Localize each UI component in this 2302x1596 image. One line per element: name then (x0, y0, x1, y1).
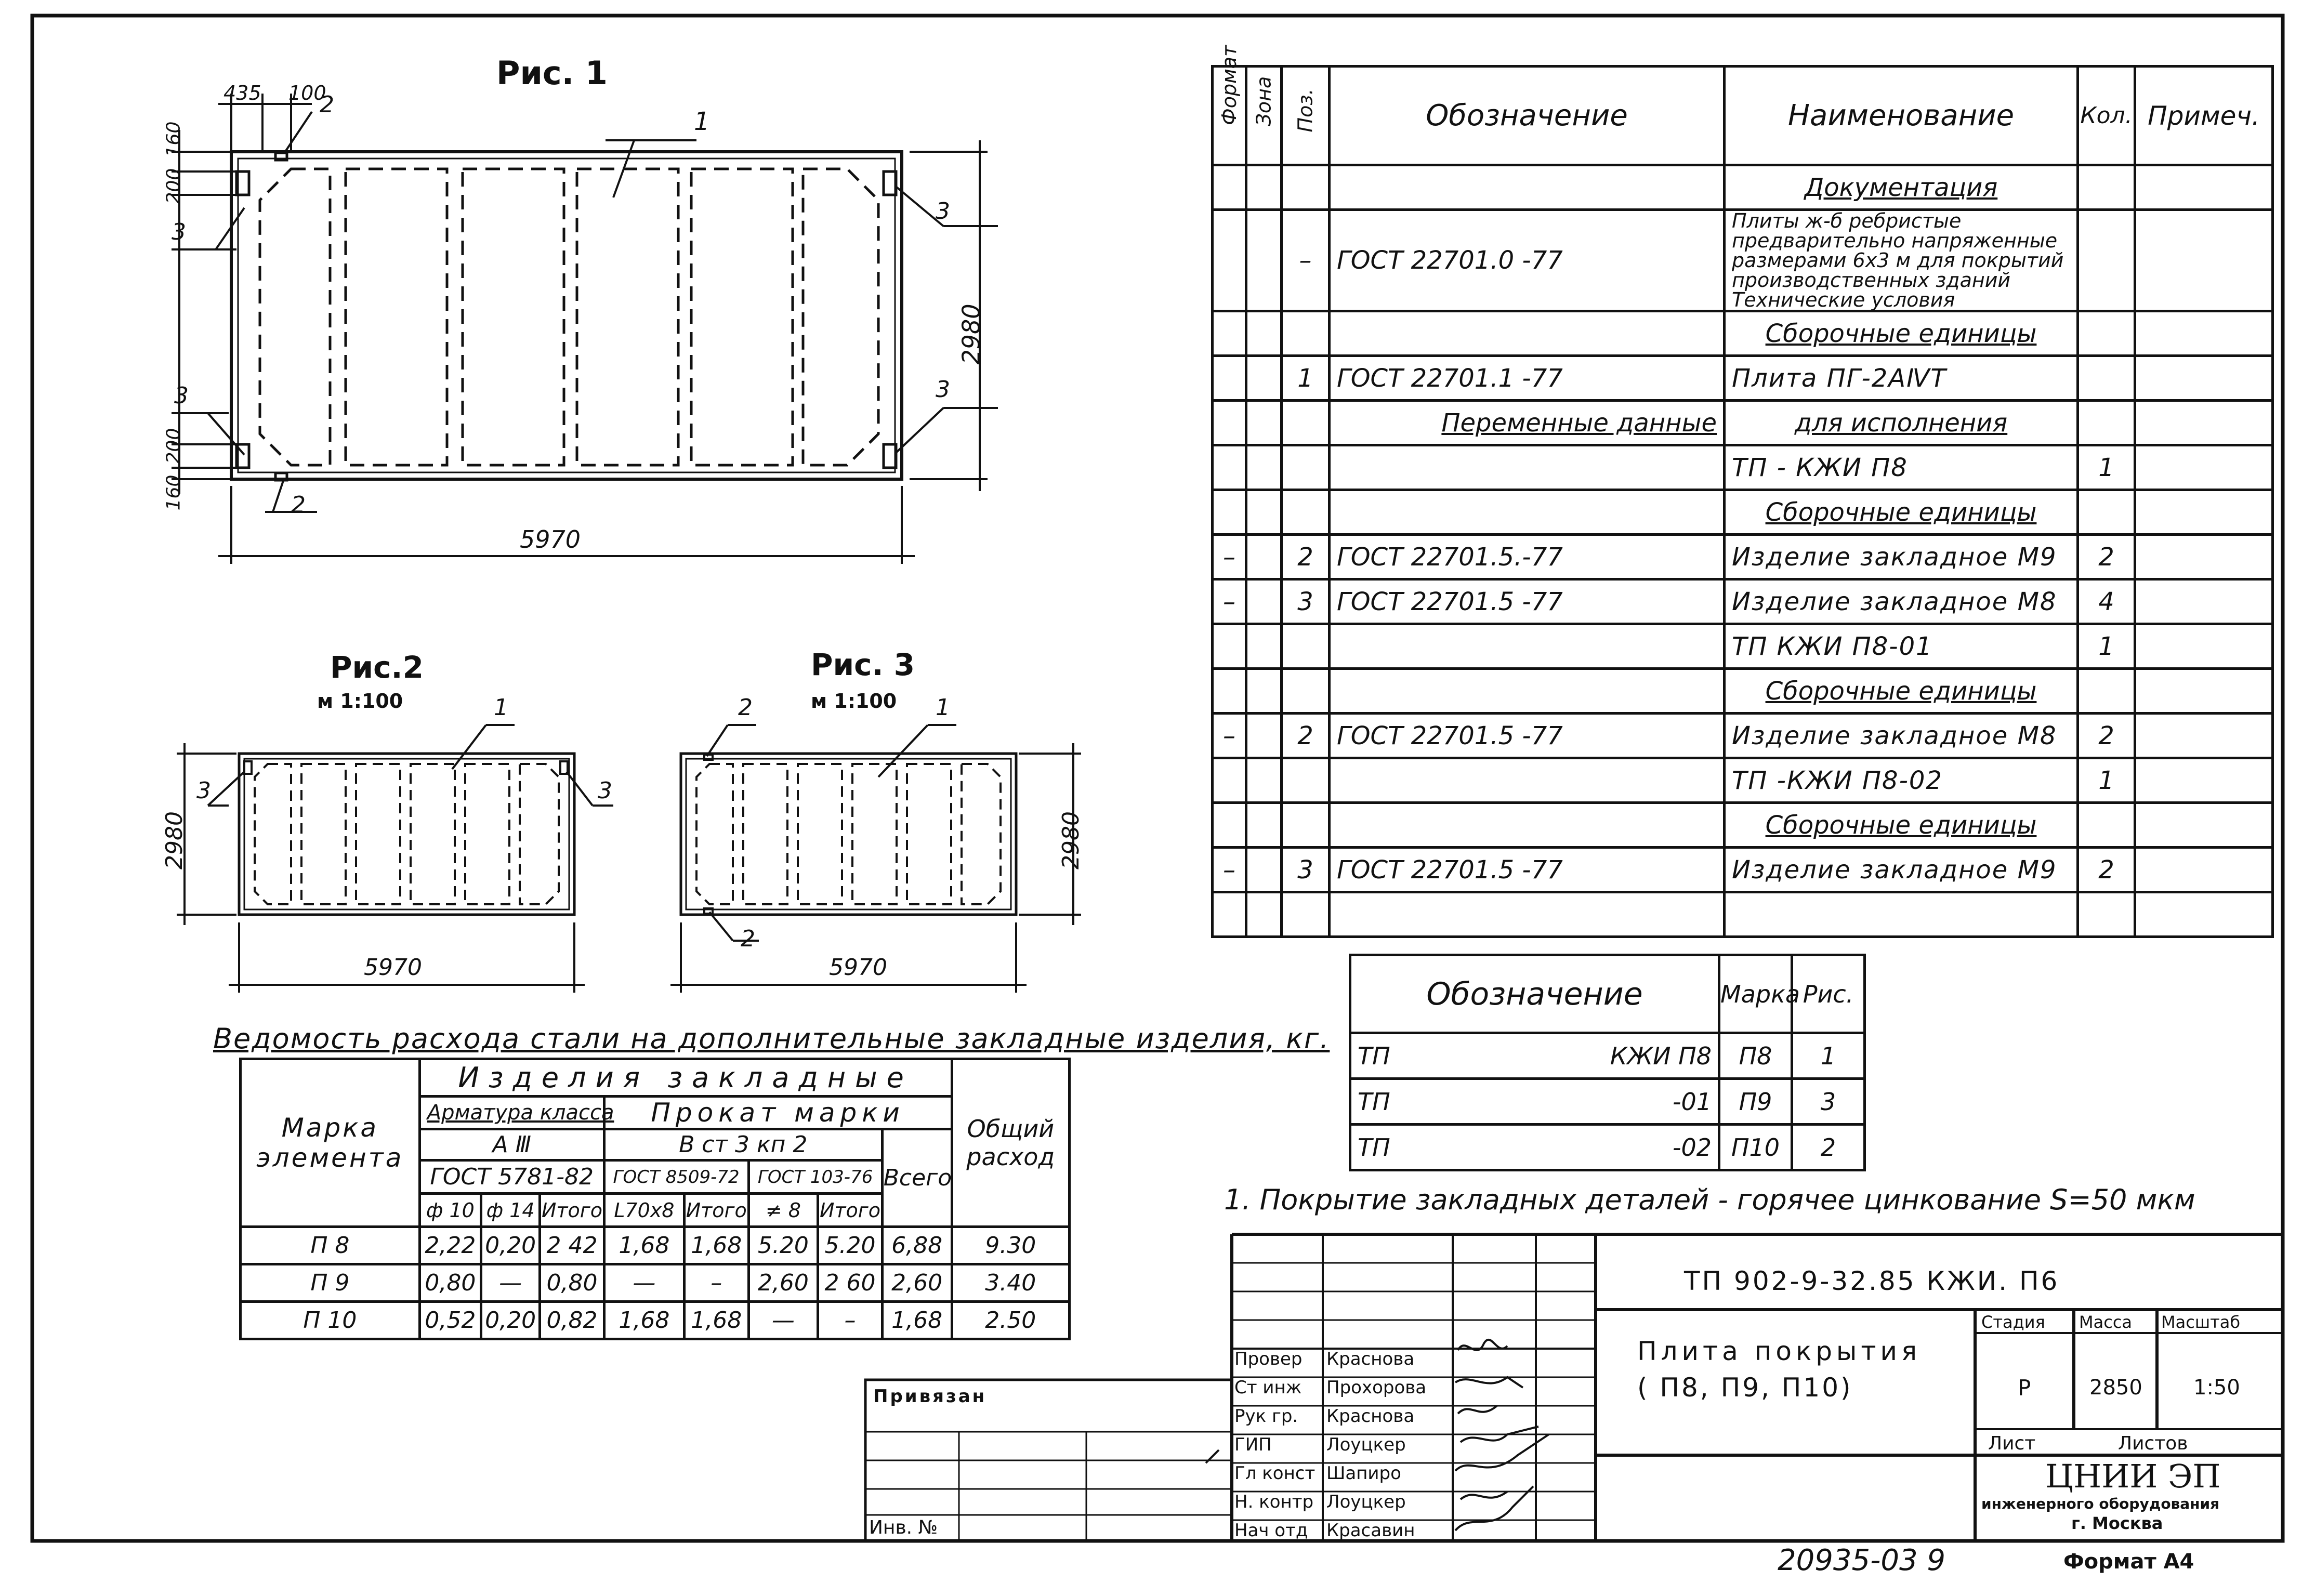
stamp-role: Ст инж (1234, 1377, 1302, 1398)
fig1-pos3-br: 3 (936, 376, 950, 403)
spec-cell-designation: Переменные данные (1330, 401, 1725, 445)
steel-h-all: Всего (882, 1129, 952, 1227)
steel-cell-value: 5.20 (748, 1227, 818, 1264)
stamp-person: Шапиро (1326, 1463, 1401, 1484)
spec-cell-pos: – (1282, 210, 1330, 311)
spec-cell-pos: 1 (1282, 356, 1330, 401)
spec-cell-designation: ГОСТ 22701.5 -77 (1330, 848, 1725, 892)
steel-cell-value: 1,68 (882, 1302, 952, 1339)
fig3-pos2-bottom: 2 (741, 926, 755, 952)
stamp-stage: Р (2018, 1375, 2031, 1401)
steel-cell-value: 0,52 (419, 1302, 481, 1339)
spec-cell-qty: 2 (2078, 714, 2135, 758)
steel-cell-value: 9.30 (952, 1227, 1069, 1264)
fig1-dim-100: 100 (288, 82, 326, 104)
steel-h-rolled-grade: В ст 3 кп 2 (604, 1129, 882, 1160)
stamp-org3: г. Москва (2071, 1513, 2163, 1533)
spec-header-format: Формат (1213, 67, 1246, 165)
steel-cell-value: — (748, 1302, 818, 1339)
fig1-dim-200a: 200 (163, 168, 185, 204)
steel-cell-value: 1,68 (604, 1227, 684, 1264)
spec-cell-qty: 1 (2078, 445, 2135, 490)
fig1-pos3-tl: 3 (172, 219, 186, 245)
stamp-role: Нач отд (1234, 1520, 1308, 1541)
marks-designation-suffix: КЖИ П8 (1610, 1041, 1712, 1070)
steel-h-products: Изделия закладные (419, 1059, 952, 1097)
spec-cell-name: Изделие закладное М9 (1725, 848, 2078, 892)
spec-header-qty: Кол. (2078, 67, 2135, 165)
steel-table-title: Ведомость расхода стали на дополнительные закладные изделия, кг. (213, 1022, 1330, 1055)
spec-cell-designation: ГОСТ 22701.5 -77 (1330, 714, 1725, 758)
steel-h-rebar-class: А Ⅲ (419, 1129, 604, 1160)
fig1-dim-200b: 200 (163, 428, 185, 464)
steel-cell-value: 1,68 (604, 1302, 684, 1339)
spec-cell-name: Сборочные единицы (1725, 311, 2078, 356)
spec-cell-format: – (1213, 579, 1246, 624)
marks-header-fig: Рис. (1792, 955, 1865, 1033)
spec-cell-name: Сборочные единицы (1725, 669, 2078, 714)
footer-archive-number: 20935-03 9 (1778, 1544, 1946, 1577)
spec-cell-name: Плита ПГ-2АⅣТ (1725, 356, 2078, 401)
spec-header-designation: Обозначение (1330, 67, 1725, 165)
fig2-dim-width: 5970 (364, 954, 422, 981)
marks-designation-prefix: ТП (1358, 1041, 1390, 1070)
steel-subheader-cell: ф 14 (481, 1194, 540, 1227)
steel-h-total-use: Общий расход (952, 1059, 1069, 1227)
spec-cell-designation: ГОСТ 22701.1 -77 (1330, 356, 1725, 401)
spec-cell-name: ТП КЖИ П8-01 (1725, 624, 2078, 669)
steel-cell-mark: П 10 (241, 1302, 420, 1339)
marks-cell-mark: П9 (1719, 1079, 1792, 1125)
steel-subheader-cell: Итого (685, 1194, 748, 1227)
footer-format: Формат А4 (2063, 1550, 2194, 1574)
stamp-attached: Привязан (873, 1386, 987, 1407)
spec-cell-name: для исполнения (1725, 401, 2078, 445)
fig1-pos3-bl: 3 (174, 382, 189, 409)
marks-cell-fig: 3 (1792, 1079, 1865, 1125)
steel-h-gost2: ГОСТ 8509-72 (604, 1160, 748, 1194)
fig2-scale: м 1:100 (317, 690, 403, 713)
spec-cell-name: Изделие закладное М8 (1725, 714, 2078, 758)
marks-designation-prefix: ТП (1358, 1133, 1390, 1162)
steel-cell-value: 6,88 (882, 1227, 952, 1264)
stamp-role: Н. контр (1234, 1492, 1314, 1512)
fig2-dim-height: 2980 (161, 811, 188, 869)
stamp-role: Провер (1234, 1349, 1303, 1369)
steel-h-rebar: Арматура класса (419, 1097, 604, 1129)
spec-cell-designation: ГОСТ 22701.5 -77 (1330, 579, 1725, 624)
stamp-org2: инженерного оборудования (1981, 1495, 2220, 1512)
spec-cell-name: Сборочные единицы (1725, 490, 2078, 535)
steel-cell-value: 0,20 (481, 1227, 540, 1264)
steel-cell-value: — (481, 1264, 540, 1302)
stamp-scale: 1:50 (2193, 1376, 2240, 1400)
marks-designation-suffix: -02 (1672, 1133, 1712, 1162)
stamp-inv: Инв. № (869, 1517, 938, 1538)
steel-cell-value: 2,22 (419, 1227, 481, 1264)
spec-cell-format: – (1213, 535, 1246, 579)
fig3-pos2-top: 2 (738, 694, 753, 721)
spec-cell-name: ТП - КЖИ П8 (1725, 445, 2078, 490)
stamp-person: Лоуцкер (1326, 1492, 1406, 1512)
spec-cell-qty: 2 (2078, 535, 2135, 579)
fig1-dim-160a: 160 (163, 121, 185, 157)
spec-cell-qty: 2 (2078, 848, 2135, 892)
spec-header-pos: Поз. (1282, 67, 1330, 165)
stamp-person: Лоуцкер (1326, 1434, 1406, 1455)
steel-cell-value: 2 42 (540, 1227, 604, 1264)
spec-cell-pos: 3 (1282, 579, 1330, 624)
steel-cell-value: 0,82 (540, 1302, 604, 1339)
steel-cell-value: 1,68 (685, 1227, 748, 1264)
steel-cell-mark: П 9 (241, 1264, 420, 1302)
steel-cell-value: — (604, 1264, 684, 1302)
spec-cell-name: Плиты ж-б ребристые предварительно напряженные размерами 6х3 м для покрытий производственных зданий Технические условия (1725, 210, 2078, 311)
fig1-pos2-top: 2 (320, 91, 334, 118)
fig1-pos1: 1 (694, 107, 710, 136)
stamp-person: Краснова (1326, 1406, 1415, 1427)
steel-subheader-cell: ≠ 8 (748, 1194, 818, 1227)
marks-cell-fig: 1 (1792, 1033, 1865, 1079)
fig2-pos1: 1 (494, 694, 508, 721)
spec-cell-qty: 1 (2078, 624, 2135, 669)
stamp-mass: 2850 (2089, 1376, 2142, 1400)
stamp-sheets-header: Листов (2118, 1433, 2188, 1454)
spec-cell-pos: 2 (1282, 535, 1330, 579)
steel-h-gost3: ГОСТ 103-76 (748, 1160, 882, 1194)
spec-header-name: Наименование (1725, 67, 2078, 165)
spec-cell-qty: 4 (2078, 579, 2135, 624)
spec-cell-pos: 2 (1282, 714, 1330, 758)
fig3-pos1: 1 (936, 694, 950, 721)
steel-cell-value: 3.40 (952, 1264, 1069, 1302)
stamp-role: Гл конст (1234, 1463, 1316, 1484)
marks-designation-suffix: -01 (1672, 1087, 1712, 1116)
marks-cell-mark: П8 (1719, 1033, 1792, 1079)
steel-cell-value: 2,60 (748, 1264, 818, 1302)
stamp-org1: ЦНИИ ЭП (2045, 1457, 2221, 1495)
stamp-person: Красавин (1326, 1520, 1415, 1541)
stamp-scale-header: Масштаб (2161, 1312, 2241, 1332)
spec-cell-name: Изделие закладное М8 (1725, 579, 2078, 624)
spec-cell-designation: ГОСТ 22701.0 -77 (1330, 210, 1725, 311)
stamp-title-l1: Плита покрытия (1637, 1336, 1922, 1366)
stamp-mass-header: Масса (2079, 1312, 2133, 1332)
stamp-role: Рук гр. (1234, 1406, 1298, 1427)
stamp-person: Краснова (1326, 1349, 1415, 1369)
spec-cell-format: – (1213, 848, 1246, 892)
spec-cell-name: Документация (1725, 165, 2078, 210)
steel-cell-value: 0,20 (481, 1302, 540, 1339)
spec-cell-format: – (1213, 714, 1246, 758)
stamp-title-l2: ( П8, П9, П10) (1637, 1373, 1853, 1403)
spec-cell-pos: 3 (1282, 848, 1330, 892)
spec-cell-name: Изделие закладное М9 (1725, 535, 2078, 579)
spec-cell-name: ТП -КЖИ П8-02 (1725, 758, 2078, 803)
fig1-dim-160b: 160 (163, 474, 185, 511)
marks-cell-mark: П10 (1719, 1125, 1792, 1170)
fig3-dim-width: 5970 (829, 954, 887, 981)
spec-header-zone: Зона (1246, 67, 1282, 165)
stamp-code: ТП 902-9-32.85 КЖИ. П6 (1684, 1266, 2060, 1296)
steel-h-rolled: Прокат марки (604, 1097, 952, 1129)
marks-header-designation: Обозначение (1350, 955, 1719, 1033)
fig2-pos3-r: 3 (598, 777, 612, 804)
fig2-title: Рис.2 (330, 650, 424, 685)
coating-note: 1. Покрытие закладных деталей - горячее цинкование S=50 мкм (1224, 1183, 2195, 1216)
fig1-pos3-tr: 3 (936, 198, 950, 225)
fig1-pos2-bottom: 2 (291, 492, 306, 518)
steel-cell-value: – (685, 1264, 748, 1302)
marks-header-mark: Марка (1719, 955, 1792, 1033)
steel-subheader-cell: Итого (540, 1194, 604, 1227)
marks-designation-prefix: ТП (1358, 1087, 1390, 1116)
steel-cell-mark: П 8 (241, 1227, 420, 1264)
fig1-dim-435: 435 (223, 82, 261, 104)
fig1-dim-height: 2980 (957, 304, 985, 365)
spec-header-note: Примеч. (2135, 67, 2273, 165)
fig3-title: Рис. 3 (811, 647, 915, 682)
spec-cell-designation: ГОСТ 22701.5.-77 (1330, 535, 1725, 579)
steel-cell-value: 5.20 (818, 1227, 882, 1264)
stamp-stage-header: Стадия (1981, 1312, 2045, 1332)
steel-subheader-cell: Итого (818, 1194, 882, 1227)
steel-cell-value: 1,68 (685, 1302, 748, 1339)
fig1-title: Рис. 1 (496, 54, 608, 92)
steel-cell-value: 0,80 (540, 1264, 604, 1302)
steel-cell-value: 0,80 (419, 1264, 481, 1302)
fig3-dim-height: 2980 (1057, 811, 1084, 869)
steel-cell-value: – (818, 1302, 882, 1339)
steel-subheader-cell: ф 10 (419, 1194, 481, 1227)
steel-cell-value: 2,60 (882, 1264, 952, 1302)
marks-cell-fig: 2 (1792, 1125, 1865, 1170)
stamp-role: ГИП (1234, 1434, 1272, 1455)
spec-cell-qty: 1 (2078, 758, 2135, 803)
steel-cell-value: 2.50 (952, 1302, 1069, 1339)
fig3-scale: м 1:100 (811, 690, 897, 713)
stamp-sheet-header: Лист (1988, 1433, 2036, 1454)
steel-cell-value: 2 60 (818, 1264, 882, 1302)
fig2-pos3-l: 3 (196, 777, 211, 804)
steel-h-gost1: ГОСТ 5781-82 (419, 1160, 604, 1194)
spec-cell-name: Сборочные единицы (1725, 803, 2078, 848)
steel-subheader-cell: L70х8 (604, 1194, 684, 1227)
stamp-person: Прохорова (1326, 1377, 1427, 1398)
steel-h-mark: Марка элемента (241, 1059, 420, 1227)
fig1-dim-width: 5970 (520, 525, 581, 553)
